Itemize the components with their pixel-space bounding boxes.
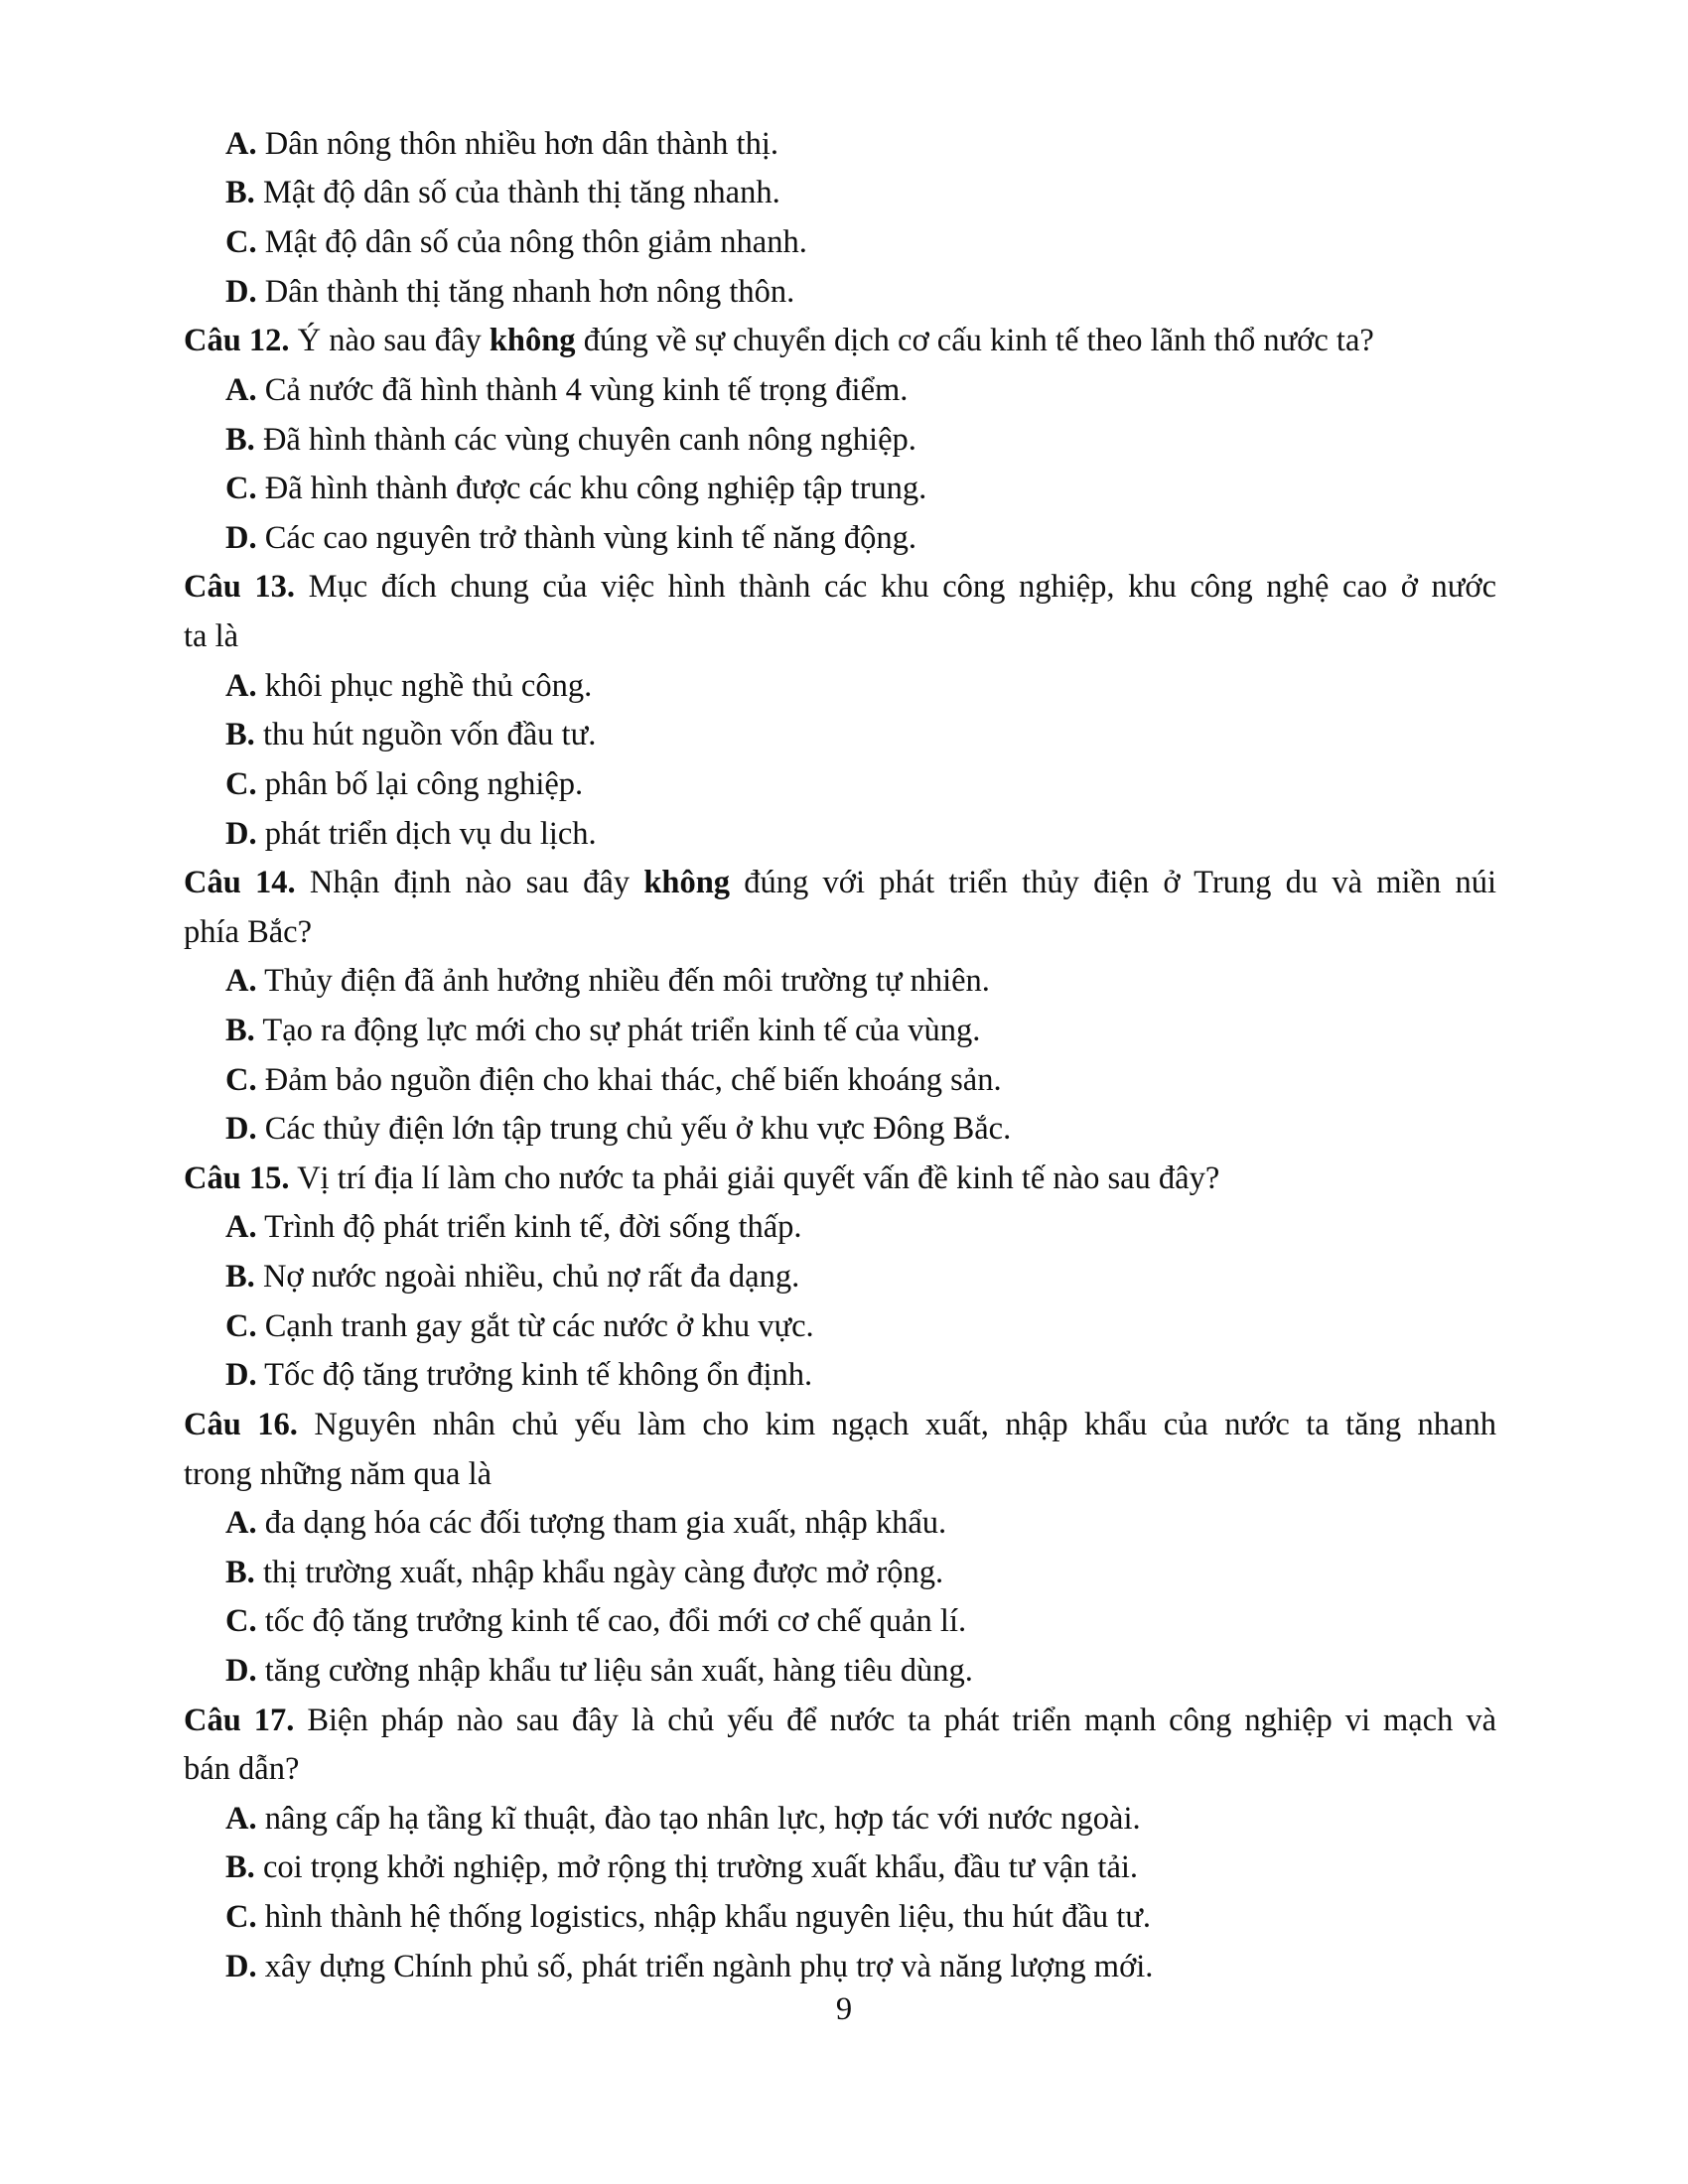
option-b: B. Nợ nước ngoài nhiều, chủ nợ rất đa dạng. [225, 1259, 800, 1295]
question-14-continued: phía Bắc? [184, 914, 313, 950]
option-d: D. tăng cường nhập khẩu tư liệu sản xuất, hàng tiêu dùng. [225, 1653, 973, 1689]
question-12: Câu 12. Ý nào sau đây không đúng về sự chuyển dịch cơ cấu kinh tế theo lãnh thổ nước ta? [184, 323, 1374, 358]
question-17: Câu 17. Biện pháp nào sau đây là chủ yếu để nước ta phát triển mạnh công nghiệp vi mạch và [184, 1703, 1496, 1738]
option-a: A. đa dạng hóa các đối tượng tham gia xuất, nhập khẩu. [225, 1505, 947, 1541]
page-number: 9 [835, 1991, 853, 2027]
option-a: A. Dân nông thôn nhiều hơn dân thành thị. [225, 126, 778, 162]
option-d: D. Các thủy điện lớn tập trung chủ yếu ở khu vực Đông Bắc. [225, 1111, 1012, 1147]
question-13: Câu 13. Mục đích chung của việc hình thành các khu công nghiệp, khu công nghệ cao ở nước [184, 569, 1497, 605]
option-c: C. Đảm bảo nguồn điện cho khai thác, chế biến khoáng sản. [225, 1062, 1002, 1098]
option-b: B. Đã hình thành các vùng chuyên canh nông nghiệp. [225, 422, 916, 458]
option-c: C. tốc độ tăng trưởng kinh tế cao, đổi mới cơ chế quản lí. [225, 1603, 967, 1639]
option-d: D. Các cao nguyên trở thành vùng kinh tế năng động. [225, 520, 916, 556]
option-a: A. Cả nước đã hình thành 4 vùng kinh tế trọng điểm. [225, 372, 909, 408]
question-16-continued: trong những năm qua là [184, 1456, 492, 1492]
option-b: B. coi trọng khởi nghiệp, mở rộng thị trường xuất khẩu, đầu tư vận tải. [225, 1849, 1139, 1885]
question-15: Câu 15. Vị trí địa lí làm cho nước ta phải giải quyết vấn đề kinh tế nào sau đây? [184, 1160, 1220, 1196]
option-d: D. xây dựng Chính phủ số, phát triển ngành phụ trợ và năng lượng mới. [225, 1949, 1154, 1984]
option-d: D. Tốc độ tăng trưởng kinh tế không ổn định. [225, 1357, 813, 1393]
option-d: D. phát triển dịch vụ du lịch. [225, 816, 597, 852]
option-c: C. Mật độ dân số của nông thôn giảm nhanh. [225, 224, 807, 260]
option-c: C. Cạnh tranh gay gắt từ các nước ở khu vực. [225, 1308, 814, 1344]
question-16: Câu 16. Nguyên nhân chủ yếu làm cho kim ngạch xuất, nhập khẩu của nước ta tăng nhanh [184, 1407, 1496, 1442]
option-b: B. Tạo ra động lực mới cho sự phát triển kinh tế của vùng. [225, 1013, 981, 1048]
question-13-continued: ta là [184, 618, 239, 654]
question-14: Câu 14. Nhận định nào sau đây không đúng với phát triển thủy điện ở Trung du và miền núi [184, 865, 1496, 900]
option-c: C. phân bố lại công nghiệp. [225, 766, 584, 802]
option-c: C. Đã hình thành được các khu công nghiệp tập trung. [225, 471, 927, 506]
option-a: A. khôi phục nghề thủ công. [225, 668, 593, 704]
option-a: A. Thủy điện đã ảnh hưởng nhiều đến môi trường tự nhiên. [225, 963, 990, 999]
option-b: B. thu hút nguồn vốn đầu tư. [225, 717, 597, 752]
option-a: A. nâng cấp hạ tầng kĩ thuật, đào tạo nhân lực, hợp tác với nước ngoài. [225, 1801, 1141, 1837]
question-17-continued: bán dẫn? [184, 1751, 300, 1787]
option-b: B. thị trường xuất, nhập khẩu ngày càng được mở rộng. [225, 1555, 944, 1590]
option-d: D. Dân thành thị tăng nhanh hơn nông thôn. [225, 274, 795, 310]
option-c: C. hình thành hệ thống logistics, nhập khẩu nguyên liệu, thu hút đầu tư. [225, 1899, 1152, 1935]
option-a: A. Trình độ phát triển kinh tế, đời sống thấp. [225, 1209, 802, 1245]
option-b: B. Mật độ dân số của thành thị tăng nhanh. [225, 175, 780, 210]
